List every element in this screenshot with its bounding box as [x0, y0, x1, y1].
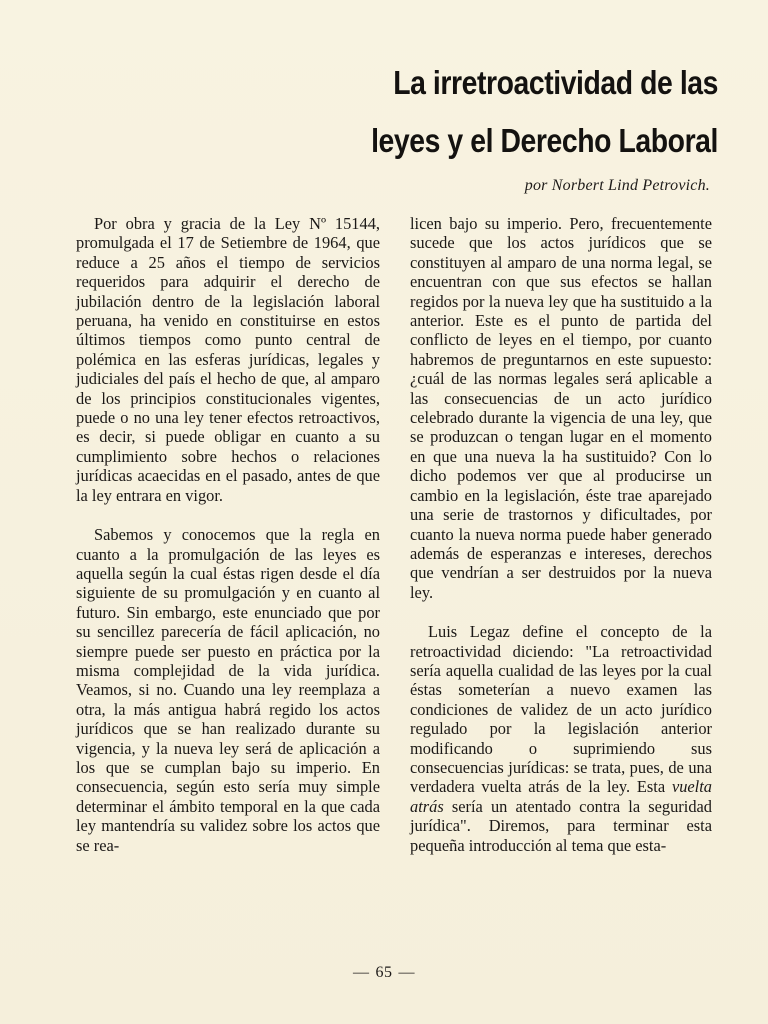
author-byline: por Norbert Lind Petrovich. [524, 177, 710, 194]
left-paragraph-1: Por obra y gracia de la Ley Nº 15144, promulgada el 17 de Setiembre de 1964, que reduce a 25 años el tiempo de servicios requeridos para adquirir el derecho de jubilación dentro de la legislación laboral peruana, ha venido en constituirse en estos últimos tiempos como punto central de polémica en las esferas jurídicas, legales y judiciales del país el hecho de que, al amparo de los principios constitucionales vigentes, puede o no una ley tener efectos retroactivos, es decir, si puede obligar en cuanto a su cumplimiento sobre hechos o relaciones jurídicas acaecidas en el pasado, antes de que la ley entrara en vigor. [76, 214, 380, 505]
page-number-dash-left: — [353, 964, 370, 981]
article-title [357, 54, 718, 170]
page-number-dash-right: — [398, 964, 415, 981]
article-title-line-2: leyes y el Derecho Laboral [371, 122, 718, 159]
page-number: 65 [375, 964, 393, 981]
right-paragraph-1: licen bajo su imperio. Pero, frecuentemente sucede que los actos jurídicos que se constituyen al amparo de una norma legal, se encuentran con que sus efectos se hallan regidos por la nueva ley que ha sustituido a la anterior. Este es el punto de partida del conflicto de leyes en el tiempo, por cuanto habremos de preguntarnos en este supuesto: ¿cuál de las normas legales será aplicable a las consecuencias de un acto jurídico celebrado durante la vigencia de una ley, que se produzcan o tengan lugar en el momento en que una nueva la ha sustituido? Con lo dicho podemos ver que al producirse un cambio en la legislación, éste trae aparejado una serie de trastornos y dificultades, por cuanto la nueva norma puede haber generado además de esperanzas e intereses, derechos que vendrían a ser destruidos por la nueva ley. [410, 214, 712, 602]
page-number-footer [0, 964, 768, 982]
article-title-line-1: La irretroactividad de las [393, 64, 718, 101]
left-paragraph-2: Sabemos y conocemos que la regla en cuanto a la promulgación de las leyes es aquella según la cual éstas rigen desde el día siguiente de su promulgación y en cuanto al futuro. Sin embargo, este enunciado que por su sencillez parecería de fácil aplicación, no siempre puede ser puesto en práctica por la misma complejidad de la vida jurídica. Veamos, si no. Cuando una ley reemplaza a otra, la más antigua habrá regido los actos jurídicos que se han realizado durante su vigencia, y la nueva ley será de aplicación a los que se cumplan bajo su imperio. En consecuencia, según esto sería muy simple determinar el ámbito temporal en la que cada ley mantendría su validez sobre los actos que se rea- [76, 525, 380, 855]
right-paragraph-2-text-after: sería un atentado contra la seguridad jurídica". Diremos, para terminar esta pequeña introducción al tema que esta- [410, 796, 712, 855]
left-column [76, 214, 380, 855]
right-paragraph-2 [410, 622, 712, 855]
right-paragraph-2-italic: vuelta atrás [410, 777, 712, 816]
right-column [410, 214, 712, 855]
right-paragraph-2-text-before: Luis Legaz define el concepto de la retroactividad diciendo: "La retroactividad sería aquella cualidad de las leyes por la cual éstas someterían a nuevo examen las condiciones de validez de un acto jurídico regulado por la legislación anterior modificando o suprimiendo sus consecuencias jurídicas: se trata, pues, de una verdadera vuelta atrás de la ley. Esta [410, 622, 712, 797]
